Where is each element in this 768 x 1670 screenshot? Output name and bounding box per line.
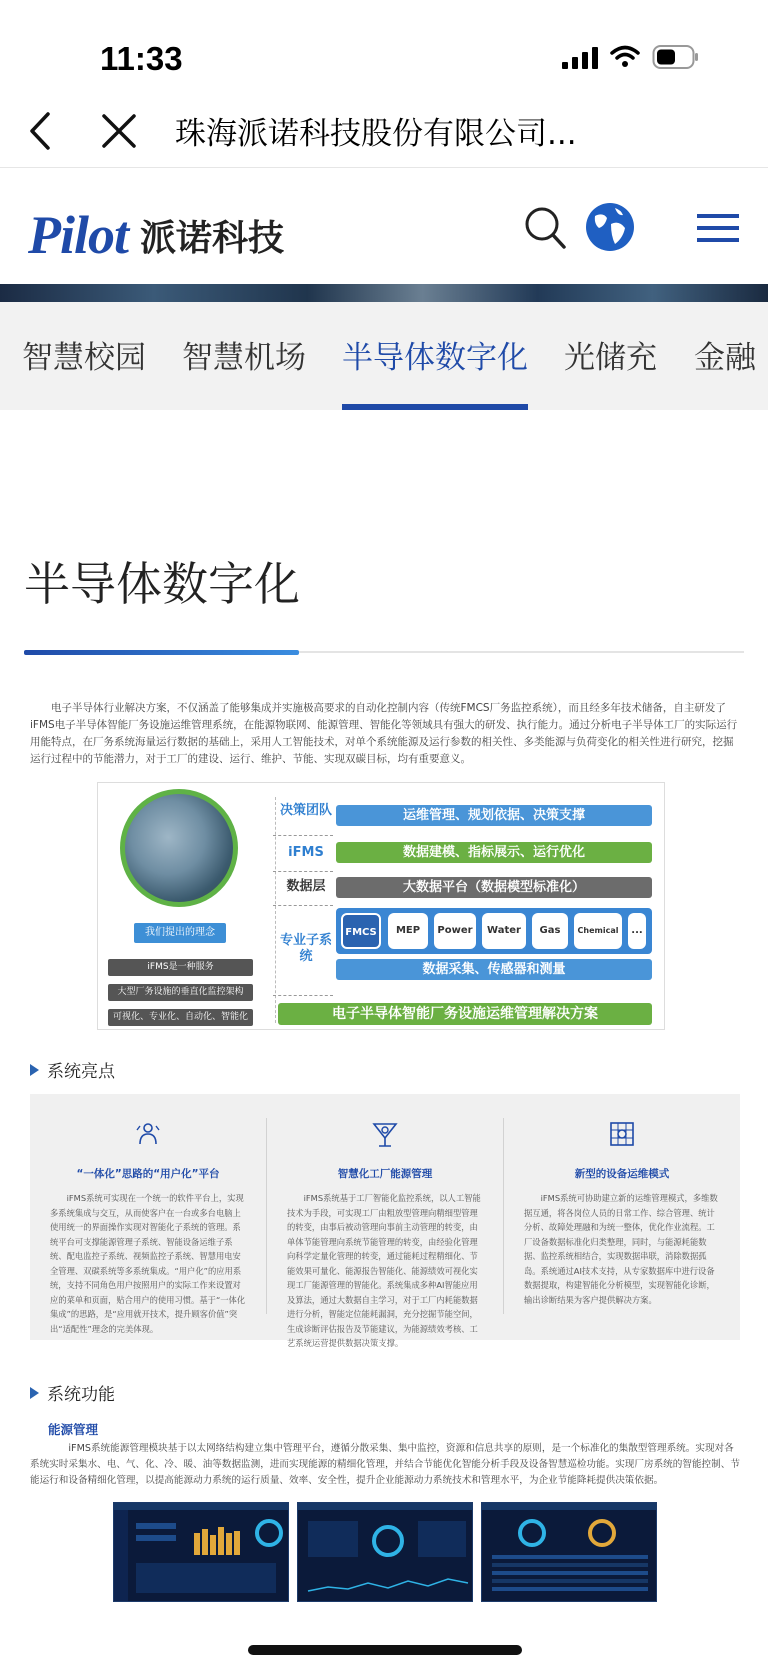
- energy-factory-icon: [371, 1120, 399, 1148]
- logo-brand: Pilot: [28, 205, 128, 265]
- layer-bar: 大数据平台（数据模型标准化）: [336, 877, 652, 898]
- status-icons: [562, 44, 700, 70]
- highlight-title: 新型的设备运维模式: [574, 1168, 670, 1180]
- solution-tabs: [0, 302, 768, 410]
- tab-smart-campus[interactable]: [22, 332, 146, 410]
- highlight-text: iFMS系统可协助建立新的运维管理模式，多维数据互通，将各岗位人员的日常工作、综合管理、统计分析、故障处理融和为统一整体，优化作业流程。工厂设备数据标准化归类整理，同时，与能源耗能数据、监控系统相结合，实现数据串联，消除数据孤岛。系统通过AI技术支持，从专家数据库中进行设备数据提取，构建智能化分析模型，实现智能化诊断，输出诊断结果为客户提供解决方案。: [524, 1193, 718, 1305]
- highlight-item: [267, 1120, 503, 1351]
- banner-image-strip: [0, 284, 768, 302]
- section-heading-text: 系统亮点: [47, 1062, 115, 1082]
- dashboard-screenshot: [113, 1502, 289, 1602]
- subsystem-chip: Chemical: [574, 913, 622, 949]
- tab-label: 半导体数字化: [342, 340, 528, 376]
- dashboard-screenshot: [297, 1502, 473, 1602]
- energy-management-title: 能源管理: [48, 1422, 99, 1437]
- menu-icon[interactable]: [697, 210, 739, 246]
- layer-separator: [273, 871, 333, 872]
- idea-pill: 可视化、专业化、自动化、智能化: [108, 1009, 253, 1026]
- solution-bar: 电子半导体智能厂务设施运维管理解决方案: [278, 1003, 652, 1025]
- section-heading-text: 系统功能: [47, 1385, 115, 1405]
- platform-icon: [134, 1120, 162, 1148]
- subsystem-chip: Power: [434, 913, 476, 949]
- layer-separator: [273, 905, 333, 906]
- highlight-text: iFMS系统可实现在一个统一的软件平台上，实现多系统集成与交互，从而使客户在一台或多台电脑上使用统一的界面操作实现对智能化子系统的管理。系统平台可支撑能源管理子系统、智能设备运维子系统、配电监控子系统、视频监控子系统、智慧用电安全管理、双碳系统等多系统集成。“用户化”的应用系统，支持不同角色用户按照用户的实际工作来设置对应的菜单和页面，贴合用户的使用习惯。基于“一体化集成”的思路，是“应用就开技术，提升顾客价值”突出“适配性”理念的完美体现。: [50, 1193, 246, 1334]
- tab-semiconductor[interactable]: [342, 332, 528, 410]
- tab-label: 智慧机场: [182, 340, 306, 376]
- tab-finance[interactable]: [694, 332, 756, 410]
- close-icon[interactable]: [98, 108, 140, 154]
- tab-pv-storage-charging[interactable]: [564, 332, 657, 410]
- status-bar: [0, 0, 768, 100]
- dashboard-screenshot: [481, 1502, 657, 1602]
- globe-icon[interactable]: [585, 202, 635, 252]
- bar-chart-thumbnail: [114, 1503, 289, 1602]
- tab-label: 智慧校园: [22, 340, 146, 376]
- idea-pill: iFMS是一种服务: [108, 959, 253, 976]
- maintenance-mode-icon: [608, 1120, 636, 1148]
- back-icon[interactable]: [22, 106, 62, 156]
- search-icon[interactable]: [523, 204, 567, 252]
- subsystem-chip: Water: [482, 913, 526, 949]
- layer-bar: 运维管理、规划依据、决策支撑: [336, 805, 652, 826]
- layer-separator: [273, 995, 333, 996]
- trend-chart-thumbnail: [298, 1503, 473, 1602]
- idea-pill: 大型厂务设施的垂直化监控架构: [108, 984, 253, 1001]
- layer-separator: [273, 835, 333, 836]
- triangle-bullet-icon: [30, 1387, 39, 1399]
- tab-label: 金融: [694, 340, 756, 376]
- energy-management-text: iFMS系统能源管理模块基于以太网络结构建立集中管理平台，遵循分散采集、集中监控，资源和信息共享的原则，是一个标准化的集散型管理系统。实现对各系统实时采集水、电、气、化、冷、暖、油等数据监测，进而实现能源的精细化管理，并结合节能优化智能分析手段及设备智慧巡检功能。实现厂房系统的智能控制、节能运行和设备精细化管理，以提高能源动力系统的运行质量、效率、安全性，提升企业能源动力系统技术和管理水平，为企业节能降耗提供决策依据。: [30, 1443, 740, 1486]
- layer-label: iFMS: [288, 845, 324, 860]
- highlight-title: “一体化”思路的“用户化”平台: [76, 1168, 220, 1180]
- subsystem-panel: [336, 908, 652, 954]
- highlight-item: [504, 1120, 740, 1307]
- wifi-icon: [610, 45, 640, 69]
- active-tab-indicator: [342, 404, 528, 410]
- highlight-text: iFMS系统基于工厂智能化监控系统，以人工智能技术为手段，可实现工厂由粗放型管理向精细型管理的转变，由事后被动管理向事前主动管理的转变，由单体节能管理向系统节能管理的转变，由经验化管理向科学定量化管理的转变，通过能耗过程精细化、节能效果可量化、能源报告智能化、能源绩效可视化实现工厂能源管理的智能化。系统集成多种AI智能应用及算法，通过大数据自主学习，对于工厂内耗能数据进行分析，智能定位能耗漏洞，充分挖掘节能空间，生成诊断评估报告及节能建议，为能源绩效考核、工艺系统运营提供数据决策支撑。: [287, 1193, 481, 1348]
- subsystem-chip: Gas: [532, 913, 568, 949]
- layer-divider-line: [275, 797, 276, 1023]
- triangle-bullet-icon: [30, 1064, 39, 1076]
- page-tab-title: 珠海派诺科技股份有限公司...: [175, 116, 577, 152]
- table-thumbnail: [482, 1503, 657, 1602]
- signal-icon: [562, 45, 598, 69]
- highlight-title: 智慧化工厂能源管理: [337, 1168, 433, 1180]
- factory-photo: [120, 789, 238, 907]
- subsystem-chip: MEP: [388, 913, 428, 949]
- layer-label: 决策团队: [279, 803, 332, 818]
- layer-label: 数据层: [286, 879, 326, 894]
- title-divider-accent: [24, 650, 299, 655]
- battery-icon: [652, 44, 700, 70]
- layer-bar: 数据建模、指标展示、运行优化: [336, 842, 652, 863]
- status-time: 11:33: [100, 40, 183, 77]
- idea-label: 我们提出的理念: [134, 923, 226, 943]
- intro-paragraph: 电子半导体行业解决方案，不仅涵盖了能够集成并实施极高要求的自动化控制内容（传统FMCS厂务监控系统），而且经多年技术储备，自主研发了iFMS电子半导体智能厂务设施运维管理系统，在能源物联网、能源管理、智能化等领域具有强大的研发、执行能力。通过分析电子半导体工厂的实际运行用能特点，在厂务系统海量运行数据的基础上，采用人工智能技术，对单个系统能源及运行参数的相关性、多类能源与负荷变化的相关性进行研究，挖掘运行过程中的节能潜力，对于工厂的建设、运行、维护、节能、实现双碳目标，均有重要意义。: [30, 702, 738, 765]
- section-heading-highlights: [30, 1057, 115, 1082]
- page-title: 半导体数字化: [24, 557, 300, 611]
- tab-smart-airport[interactable]: [182, 332, 306, 410]
- tab-label: 光储充: [564, 340, 657, 376]
- highlight-item: [30, 1120, 266, 1336]
- architecture-diagram: [97, 782, 665, 1030]
- home-indicator: [248, 1645, 522, 1655]
- site-header: [0, 168, 768, 284]
- layer-label: 专业子系统: [279, 933, 332, 964]
- highlights-panel: [30, 1094, 740, 1348]
- subsystem-chip: ...: [628, 913, 646, 949]
- logo-brand-cn: 派诺科技: [140, 217, 285, 259]
- subsystem-chip: FMCS: [341, 913, 381, 949]
- site-logo[interactable]: [28, 204, 284, 266]
- layer-bar: 数据采集、传感器和测量: [336, 959, 652, 980]
- browser-nav-bar: [0, 100, 768, 168]
- section-heading-functions: [30, 1380, 115, 1405]
